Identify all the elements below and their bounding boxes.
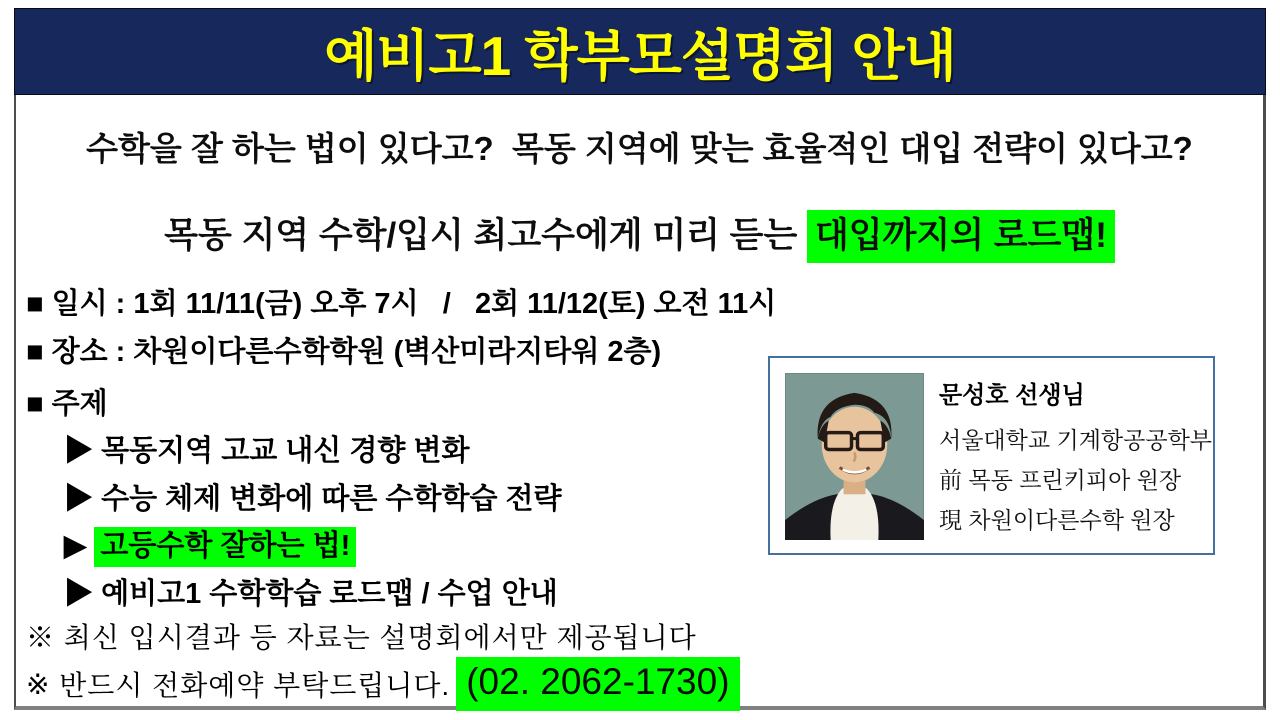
schedule-row bbox=[26, 281, 776, 322]
note-text: 최신 입시결과 등 자료는 설명회에서만 제공됩니다 bbox=[63, 622, 697, 653]
note-row-phone bbox=[26, 657, 740, 711]
instructor-card bbox=[768, 356, 1215, 555]
note-row bbox=[26, 616, 697, 656]
topic-item bbox=[64, 523, 356, 564]
topic-text: 목동지역 고교 내신 경향 변화 bbox=[101, 435, 470, 467]
instructor-photo bbox=[785, 373, 924, 540]
topic-item bbox=[64, 428, 469, 469]
arrow-bullet-icon: ▶ bbox=[64, 483, 94, 515]
header-band bbox=[14, 8, 1266, 95]
reference-mark-icon: ※ bbox=[26, 622, 56, 653]
topic-text-highlighted: 고등수학 잘하는 법! bbox=[94, 527, 356, 567]
instructor-credential: 現 차원이다른수학 원장 bbox=[939, 507, 1175, 533]
arrow-bullet-icon: ▶ bbox=[64, 435, 94, 467]
intro-line-2 bbox=[16, 208, 1263, 258]
note-text: 반드시 전화예약 부탁드립니다. bbox=[59, 670, 451, 701]
topic-header-text: 주제 bbox=[51, 388, 108, 420]
content-box bbox=[14, 95, 1266, 710]
instructor-info bbox=[939, 373, 1212, 538]
venue-row bbox=[26, 329, 661, 370]
phone-number-badge: (02. 2062-1730) bbox=[456, 657, 739, 711]
intro-highlight: 대입까지의 로드맵! bbox=[807, 210, 1115, 263]
topic-header-row bbox=[26, 381, 108, 422]
page-title: 예비고1 학부모설명회 안내 bbox=[324, 25, 956, 87]
topic-item bbox=[64, 476, 562, 517]
topic-text: 수능 체제 변화에 따른 수학학습 전략 bbox=[101, 483, 562, 515]
instructor-credential: 서울대학교 기계항공공학부 bbox=[939, 427, 1213, 453]
reference-mark-icon: ※ bbox=[26, 668, 51, 700]
schedule-text: 일시 : 1회 11/11(금) 오후 7시 / 2회 11/12(토) 오전 11시 bbox=[51, 288, 777, 320]
topic-text: 예비고1 수학학습 로드맵 / 수업 안내 bbox=[101, 578, 558, 610]
arrow-bullet-icon: ▶ bbox=[64, 578, 94, 610]
topic-item bbox=[64, 571, 558, 612]
intro-line-2-prefix: 목동 지역 수학/입시 최고수에게 미리 듣는 bbox=[164, 216, 807, 255]
instructor-credential: 前 목동 프린키피아 원장 bbox=[939, 467, 1182, 493]
arrow-bullet-icon: ▶ bbox=[64, 530, 87, 562]
intro-line-1: 수학을 잘 하는 법이 있다고? 목동 지역에 맞는 효율적인 대입 전략이 있다고? bbox=[86, 130, 1193, 167]
instructor-name: 문성호 선생님 bbox=[939, 382, 1085, 409]
venue-text: 장소 : 차원이다른수학학원 (벽산미라지타워 2층) bbox=[51, 336, 662, 368]
square-bullet-icon: ■ bbox=[26, 388, 44, 420]
instructor-portrait-illustration bbox=[785, 373, 924, 540]
square-bullet-icon: ■ bbox=[26, 288, 44, 320]
square-bullet-icon: ■ bbox=[26, 336, 44, 368]
